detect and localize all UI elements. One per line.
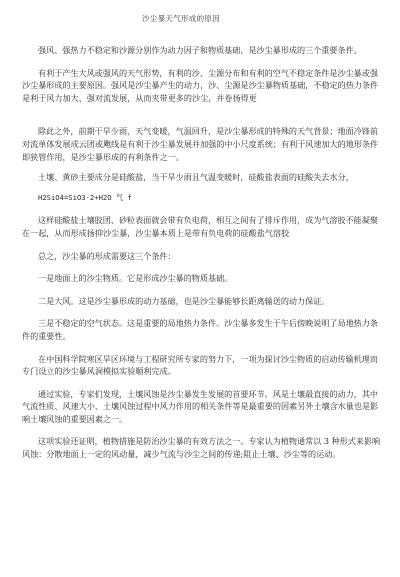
paragraph-conditions: 强风、强热力不稳定和沙源分别作为动力因子和物质基础，是沙尘暴形成的三个重要条件。 — [38, 45, 362, 55]
paragraph-silicate: 土壤、黄砂主要成分是硅酸盐，当干旱少雨且气温变暖时，硅酸盐表面的硅酸失去水分， — [38, 172, 354, 183]
chemical-formula: H2SiO4=SiO3·2+H2O 气 f — [38, 192, 132, 202]
paragraph-plant-measures: 这项实验还证明，植物措施是防治沙尘暴的有效方法之一。专家认为植物通常以 3 种形式来影响风蚀：分散地面上一定的风动量，减少气流与沙尘之间的传递;阻止土壤、沙尘等的运动。 — [22, 436, 381, 460]
paragraph-condition-one: 一是地面上的沙尘物质。它是形成沙尘暴的物质基础。 — [38, 273, 233, 284]
paragraph-condition-three: 三是不稳定的空气状态。这是重要的局地热力条件。沙尘暴多发生于午后傍晚说明了局地热力条件的重要性。 — [22, 318, 378, 341]
paragraph-wind-tunnel: 在中国科学院寒区旱区环境与工程研究所专家的努力下，一项为探讨沙尘物质的启动传输机理而专门设立的沙尘暴风洞模拟实验顺利完成。 — [22, 353, 378, 377]
paragraph-weather-background: 除此之外，前期干旱少雨，天气变暖，气温回升，是沙尘暴形成的特殊的天气背景；地面冷锋前对流单体发展成云团或飑线是有利于沙尘暴发展并加强的中小尺度系统；有利于风速加大的地形条件即狭管作用，是沙尘暴形成的有利条件之一。 — [22, 126, 379, 162]
paragraph-aerosol: 这样硅酸盐土壤胶团、砂粒表面就会带有负电荷，相互之间有了排斥作用，成为气溶胶不能凝聚在一起，从而形成扬抑沙尘暴，沙尘暴本质上是带有负电荷的硅酸盐气溶胶 — [22, 215, 378, 238]
document-body — [22, 44, 382, 461]
paragraph-soil-erosion: 通过实验，专家们发现，土壤风蚀是沙尘暴发生发展的首要环节。风是土壤最直接的动力，其中气流性质、风速大小、土壤风蚀过程中风力作用的相关条件等是最重要的因素另外土壤含水量也是影响土壤风蚀的重要因素之一。 — [22, 388, 379, 424]
paragraph-summary: 总之，沙尘暴的形成需要这三个条件： — [38, 250, 176, 261]
document-title: 沙尘暴天气形成的原因 — [142, 14, 220, 23]
paragraph-condition-two: 二是大风。这是沙尘暴形成的动力基础，也是沙尘暴能够长距离输送的动力保证。 — [38, 295, 330, 306]
paragraph-main-causes: 有利于产生大风或强风的天气形势，有利的沙、尘源分布和有利的空气不稳定条件是沙尘暴或强沙尘暴形成的主要原因。强风是沙尘暴产生的动力，沙、尘源是沙尘暴物质基础，不稳定的热力条件是利于风力加大、强对流发展，从而夹带更多的沙尘，并卷扬得更 — [22, 67, 379, 103]
